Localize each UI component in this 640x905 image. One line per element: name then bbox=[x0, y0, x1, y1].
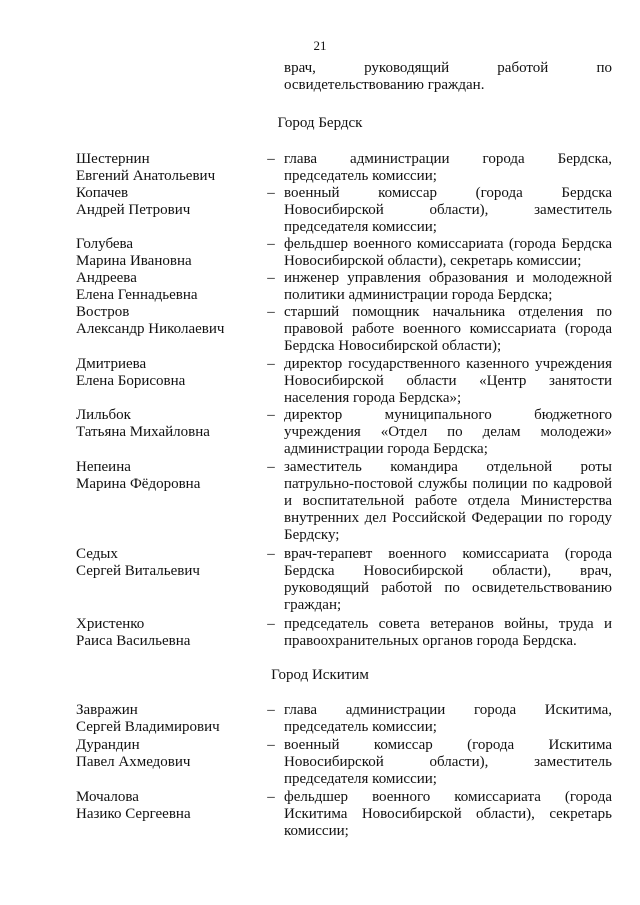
member-name bbox=[76, 459, 261, 493]
member-role bbox=[284, 616, 612, 650]
role-line: правоохранительных органов города Бердска. bbox=[284, 633, 577, 649]
member-given-name: Елена Геннадьевна bbox=[76, 287, 198, 303]
dash-separator: – bbox=[267, 185, 275, 201]
member-surname: Непеина bbox=[76, 459, 131, 475]
member-name bbox=[76, 304, 261, 338]
role-line: инженер управления образования и молодежной bbox=[284, 270, 612, 286]
member-name bbox=[76, 702, 261, 736]
member-given-name: Евгений Анатольевич bbox=[76, 168, 216, 184]
member-given-name: Марина Фёдоровна bbox=[76, 476, 201, 492]
member-role bbox=[284, 546, 612, 614]
city-heading-berdsk: Город Бердск bbox=[277, 115, 363, 131]
role-line: Новосибирской области), заместитель bbox=[284, 754, 612, 770]
role-line: председателя комиссии; bbox=[284, 219, 437, 235]
member-given-name: Раиса Васильевна bbox=[76, 633, 191, 649]
intro-line: освидетельствованию граждан. bbox=[284, 77, 485, 93]
member-surname: Мочалова bbox=[76, 789, 139, 805]
member-given-name: Александр Николаевич bbox=[76, 321, 225, 337]
role-line: директор государственного казенного учреждения bbox=[284, 356, 612, 372]
dash-separator: – bbox=[267, 151, 275, 167]
member-surname: Андреева bbox=[76, 270, 137, 286]
dash-separator: – bbox=[267, 737, 275, 753]
role-line: председатель комиссии; bbox=[284, 168, 437, 184]
role-line: директор муниципального бюджетного bbox=[284, 407, 612, 423]
member-surname: Завражин bbox=[76, 702, 138, 718]
dash-separator: – bbox=[267, 407, 275, 423]
role-line: заместитель командира отдельной роты bbox=[284, 459, 612, 475]
role-line: политики администрации города Бердска; bbox=[284, 287, 553, 303]
intro-line: врач, руководящий работой по bbox=[284, 60, 612, 76]
member-surname: Копачев bbox=[76, 185, 129, 201]
member-surname: Востров bbox=[76, 304, 130, 320]
role-line: врач-терапевт военного комиссариата (города bbox=[284, 546, 612, 562]
role-line: и воспитательной работе отдела Министерства bbox=[284, 493, 612, 509]
member-role bbox=[284, 304, 612, 355]
member-surname: Седых bbox=[76, 546, 118, 562]
member-name bbox=[76, 616, 261, 650]
dash-separator: – bbox=[267, 546, 275, 562]
member-surname: Христенко bbox=[76, 616, 145, 632]
member-surname: Дмитриева bbox=[76, 356, 147, 372]
role-line: фельдшер военного комиссариата (города bbox=[284, 789, 612, 805]
member-role bbox=[284, 236, 612, 270]
role-line: председателя комиссии; bbox=[284, 771, 437, 787]
member-name bbox=[76, 789, 261, 823]
role-line: Искитима Новосибирской области), секретарь bbox=[284, 806, 612, 822]
dash-separator: – bbox=[267, 616, 275, 632]
member-role bbox=[284, 789, 612, 840]
role-line: учреждения «Отдел по делам молодежи» bbox=[284, 424, 612, 440]
dash-separator: – bbox=[267, 356, 275, 372]
role-line: Бердска Новосибирской области), врач, bbox=[284, 563, 612, 579]
member-given-name: Назико Сергеевна bbox=[76, 806, 191, 822]
dash-separator: – bbox=[267, 702, 275, 718]
member-name bbox=[76, 236, 261, 270]
role-line: Бердску; bbox=[284, 527, 340, 543]
intro-continuation bbox=[284, 60, 612, 94]
member-surname: Голубева bbox=[76, 236, 134, 252]
member-role bbox=[284, 185, 612, 236]
member-role bbox=[284, 407, 612, 458]
member-name bbox=[76, 356, 261, 390]
role-line: глава администрации города Искитима, bbox=[284, 702, 612, 718]
member-given-name: Марина Ивановна bbox=[76, 253, 192, 269]
role-line: населения города Бердска»; bbox=[284, 390, 462, 406]
role-line: Бердска Новосибирской области); bbox=[284, 338, 502, 354]
member-surname: Шестернин bbox=[76, 151, 150, 167]
member-given-name: Андрей Петрович bbox=[76, 202, 191, 218]
member-name bbox=[76, 407, 261, 441]
role-line: комиссии; bbox=[284, 823, 349, 839]
member-surname: Дурандин bbox=[76, 737, 140, 753]
dash-separator: – bbox=[267, 789, 275, 805]
role-line: глава администрации города Бердска, bbox=[284, 151, 612, 167]
member-role bbox=[284, 702, 612, 736]
role-line: руководящий работой по освидетельствованию bbox=[284, 580, 612, 596]
member-name bbox=[76, 737, 261, 771]
dash-separator: – bbox=[267, 459, 275, 475]
member-given-name: Павел Ахмедович bbox=[76, 754, 191, 770]
role-line: военный комиссар (города Бердска bbox=[284, 185, 612, 201]
city-heading-iskitim: Город Искитим bbox=[271, 667, 369, 683]
role-line: старший помощник начальника отделения по bbox=[284, 304, 612, 320]
role-line: Новосибирской области), секретарь комиссии; bbox=[284, 253, 582, 269]
member-role bbox=[284, 459, 612, 544]
member-role bbox=[284, 270, 612, 304]
page-number: 21 bbox=[313, 38, 327, 53]
role-line: правовой работе военного комиссариата (города bbox=[284, 321, 612, 337]
role-line: администрации города Бердска; bbox=[284, 441, 488, 457]
role-line: патрульно-постовой службы полиции по кадровой bbox=[284, 476, 612, 492]
member-given-name: Сергей Владимирович bbox=[76, 719, 220, 735]
member-name bbox=[76, 546, 261, 580]
role-line: военный комиссар (города Искитима bbox=[284, 737, 612, 753]
dash-separator: – bbox=[267, 236, 275, 252]
role-line: внутренних дел Российской Федерации по городу bbox=[284, 510, 612, 526]
member-role bbox=[284, 151, 612, 185]
member-role bbox=[284, 356, 612, 407]
member-role bbox=[284, 737, 612, 788]
role-line: Новосибирской области «Центр занятости bbox=[284, 373, 612, 389]
member-name bbox=[76, 151, 261, 185]
dash-separator: – bbox=[267, 270, 275, 286]
role-line: граждан; bbox=[284, 597, 342, 613]
member-surname: Лильбок bbox=[76, 407, 131, 423]
member-given-name: Сергей Витальевич bbox=[76, 563, 200, 579]
member-name bbox=[76, 270, 261, 304]
member-given-name: Елена Борисовна bbox=[76, 373, 186, 389]
role-line: председатель совета ветеранов войны, труда и bbox=[284, 616, 612, 632]
role-line: фельдшер военного комиссариата (города Бердска bbox=[284, 236, 612, 252]
dash-separator: – bbox=[267, 304, 275, 320]
member-name bbox=[76, 185, 261, 219]
role-line: Новосибирской области), заместитель bbox=[284, 202, 612, 218]
role-line: председатель комиссии; bbox=[284, 719, 437, 735]
member-given-name: Татьяна Михайловна bbox=[76, 424, 210, 440]
